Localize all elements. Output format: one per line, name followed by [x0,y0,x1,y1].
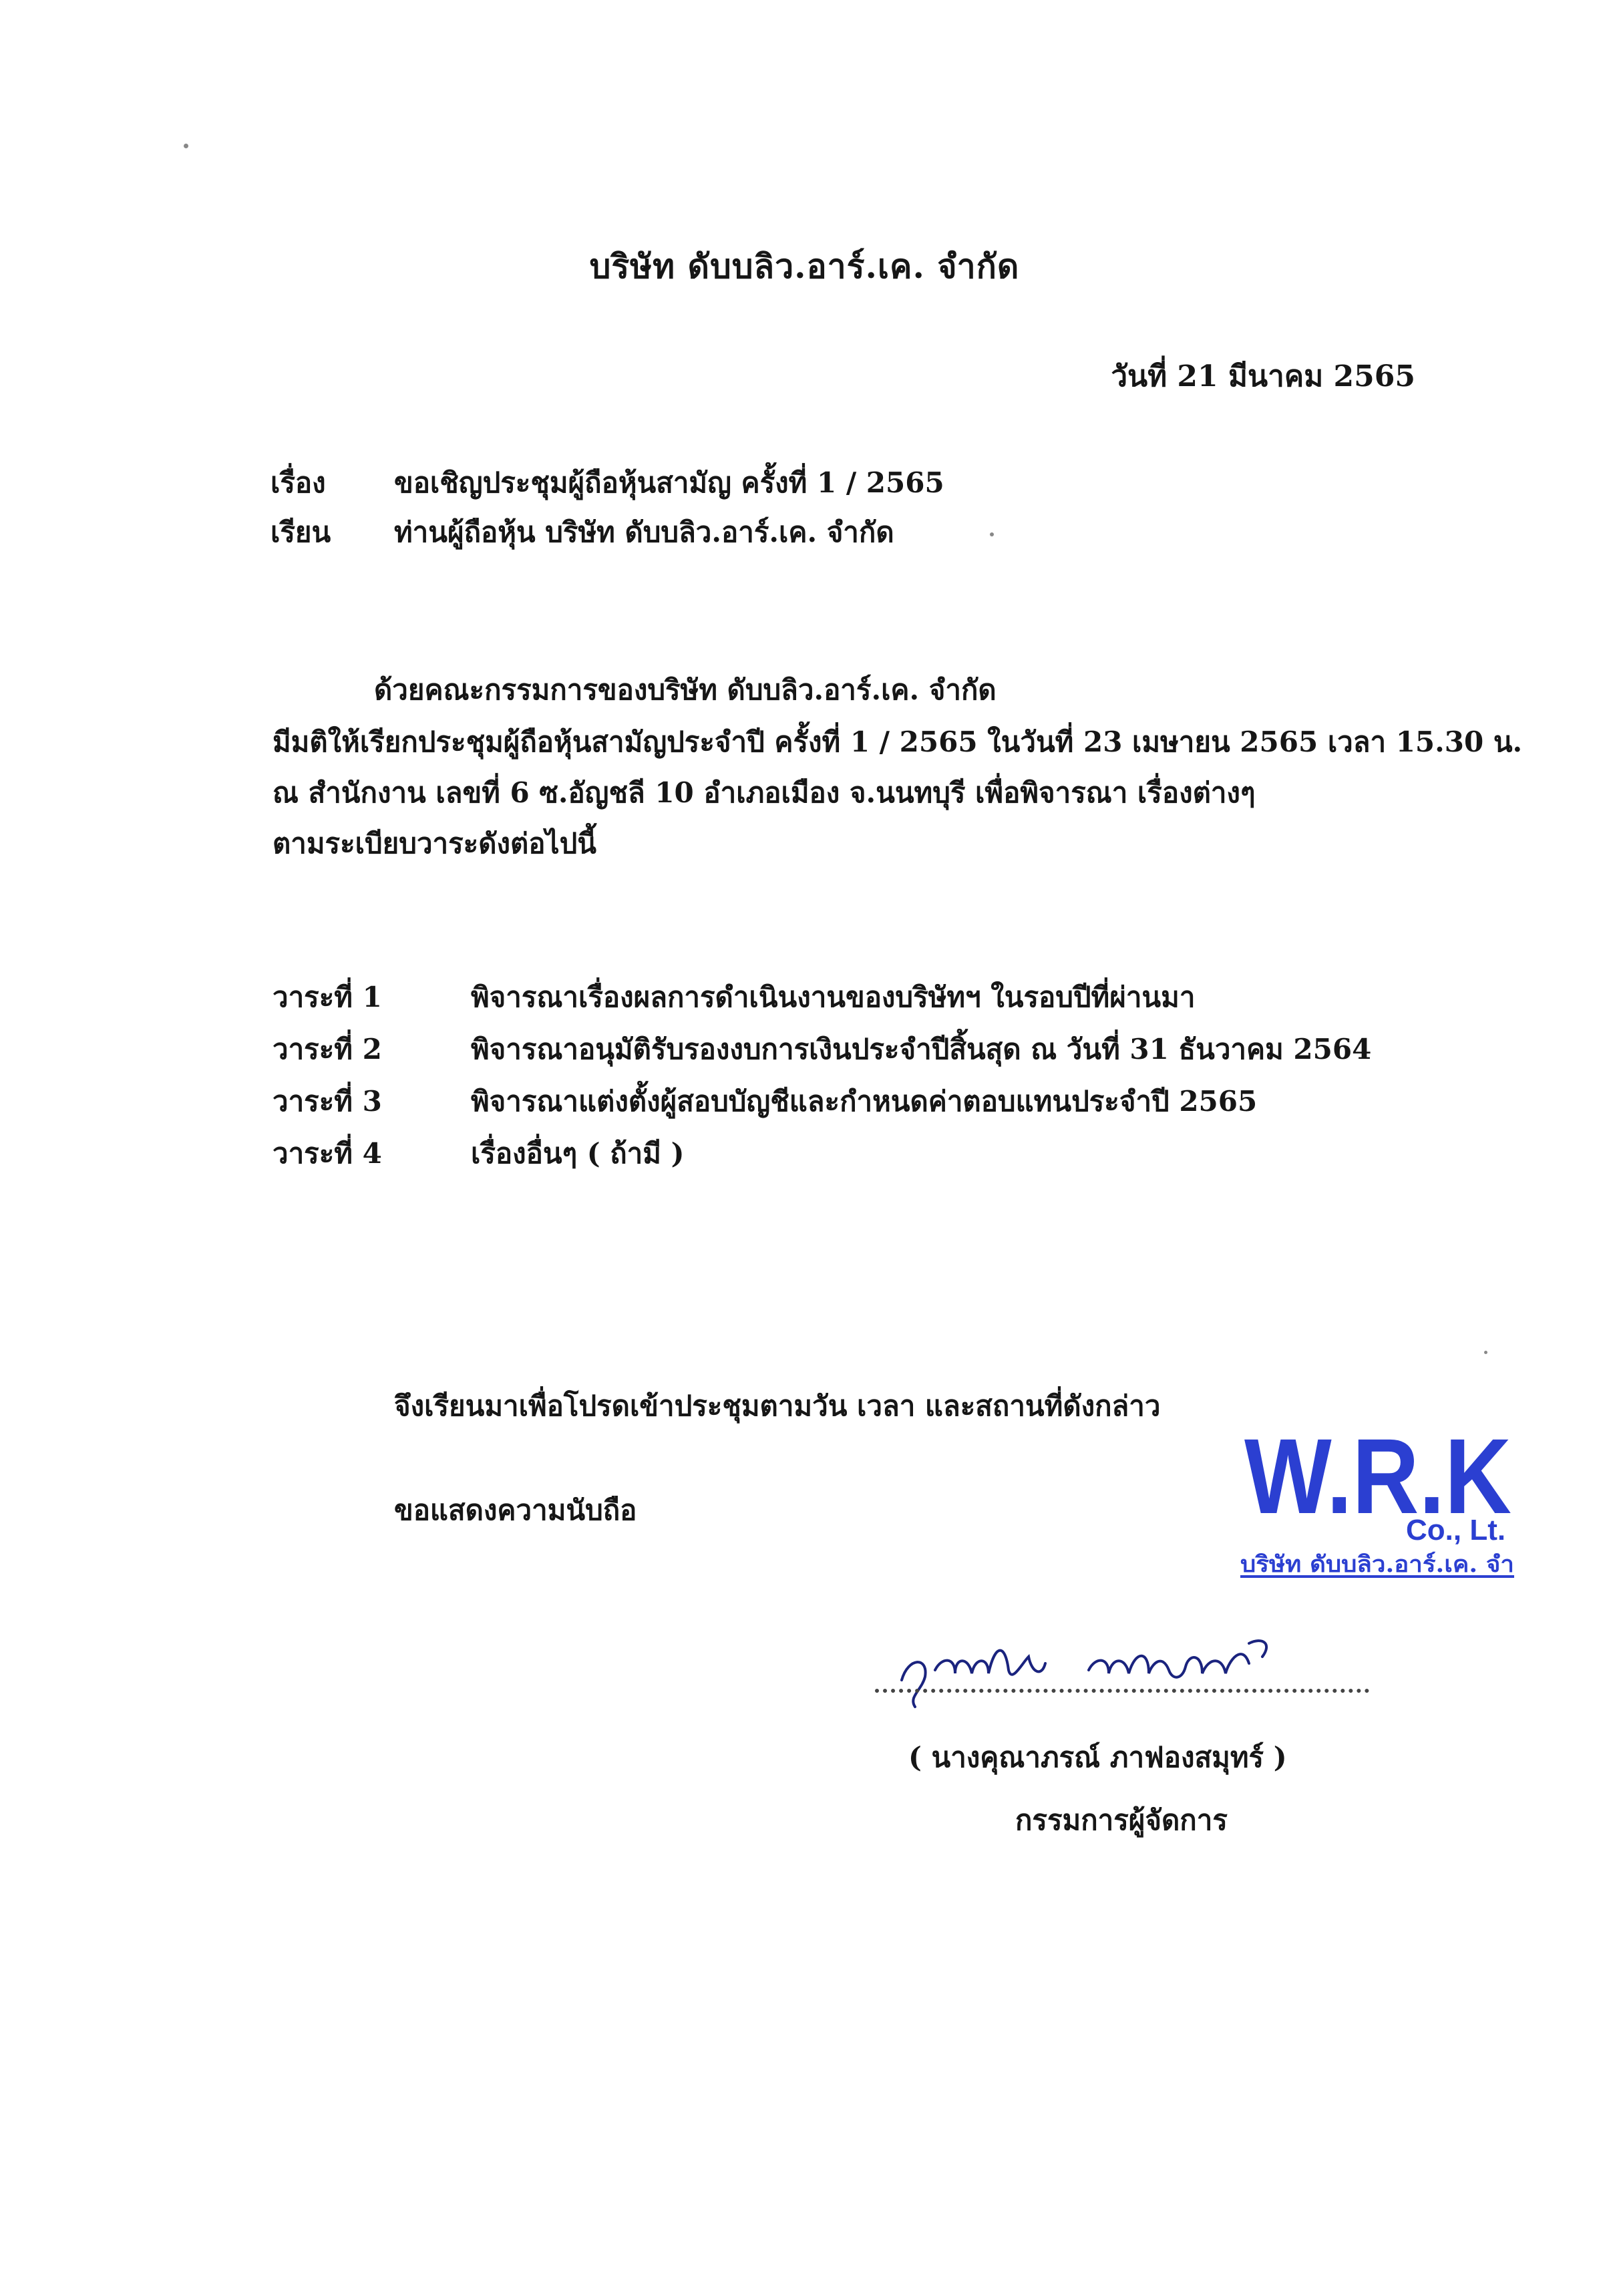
signatory-name: ( นางคุณาภรณ์ ภาฟองสมุทร์ ) [908,1741,1287,1774]
scan-speck [1484,1351,1487,1354]
signatory-title: กรรมการผู้จัดการ [1015,1804,1228,1836]
closing-regards: ขอแสดงความนับถือ [394,1494,637,1526]
agenda-item-label: วาระที่ 4 [273,1137,382,1170]
scan-speck [184,144,188,148]
letter-date: วันที่ 21 มีนาคม 2565 [1111,359,1415,393]
agenda-item-label: วาระที่ 2 [273,1033,382,1065]
company-heading: บริษัท ดับบลิว.อาร์.เค. จำกัด [589,247,1020,286]
stamp-sub-text: Co., Lt. [1406,1514,1506,1546]
subject-value: ขอเชิญประชุมผู้ถือหุ้นสามัญ ครั้งที่ 1 / 2565 [394,466,944,499]
scan-speck [990,532,994,536]
recipient-value: ท่านผู้ถือหุ้น บริษัท ดับบลิว.อาร์.เค. จำกัด [394,516,894,548]
agenda-item-text: เรื่องอื่นๆ ( ถ้ามี ) [471,1137,685,1170]
body-line: มีมติให้เรียกประชุมผู้ถือหุ้นสามัญประจำปี ครั้งที่ 1 / 2565 ในวันที่ 23 เมษายน 2565 เวลา 15.30 น. [273,725,1523,758]
agenda-item-text: พิจารณาเรื่องผลการดำเนินงานของบริษัทฯ ในรอบปีที่ผ่านมา [471,981,1196,1013]
company-stamp [1239,1406,1519,1580]
body-line: ตามระเบียบวาระดังต่อไปนี้ [273,827,597,860]
agenda-item-label: วาระที่ 3 [273,1085,382,1118]
handwritten-signature [888,1617,1329,1710]
stamp-company-text: บริษัท ดับบลิว.อาร์.เค. จำ [1240,1551,1514,1578]
agenda-item-text: พิจารณาอนุมัติรับรองงบการเงินประจำปีสิ้นสุด ณ วันที่ 31 ธันวาคม 2564 [471,1033,1372,1065]
closing-request: จึงเรียนมาเพื่อโปรดเข้าประชุมตามวัน เวลา และสถานที่ดังกล่าว [394,1389,1161,1422]
agenda-item-text: พิจารณาแต่งตั้งผู้สอบบัญชีและกำหนดค่าตอบแทนประจำปี 2565 [471,1085,1258,1118]
agenda-item-label: วาระที่ 1 [273,981,382,1013]
body-line: ด้วยคณะกรรมการของบริษัท ดับบลิว.อาร์.เค. จำกัด [374,673,997,706]
stamp-logo-text: W.R.K [1244,1416,1511,1536]
recipient-label: เรียน [271,516,331,548]
subject-label: เรื่อง [271,466,326,499]
signature-line [875,1689,1369,1693]
body-line: ณ สำนักงาน เลขที่ 6 ซ.อัญชลี 10 อำเภอเมือง จ.นนทบุรี เพื่อพิจารณา เรื่องต่างๆ [273,776,1256,809]
